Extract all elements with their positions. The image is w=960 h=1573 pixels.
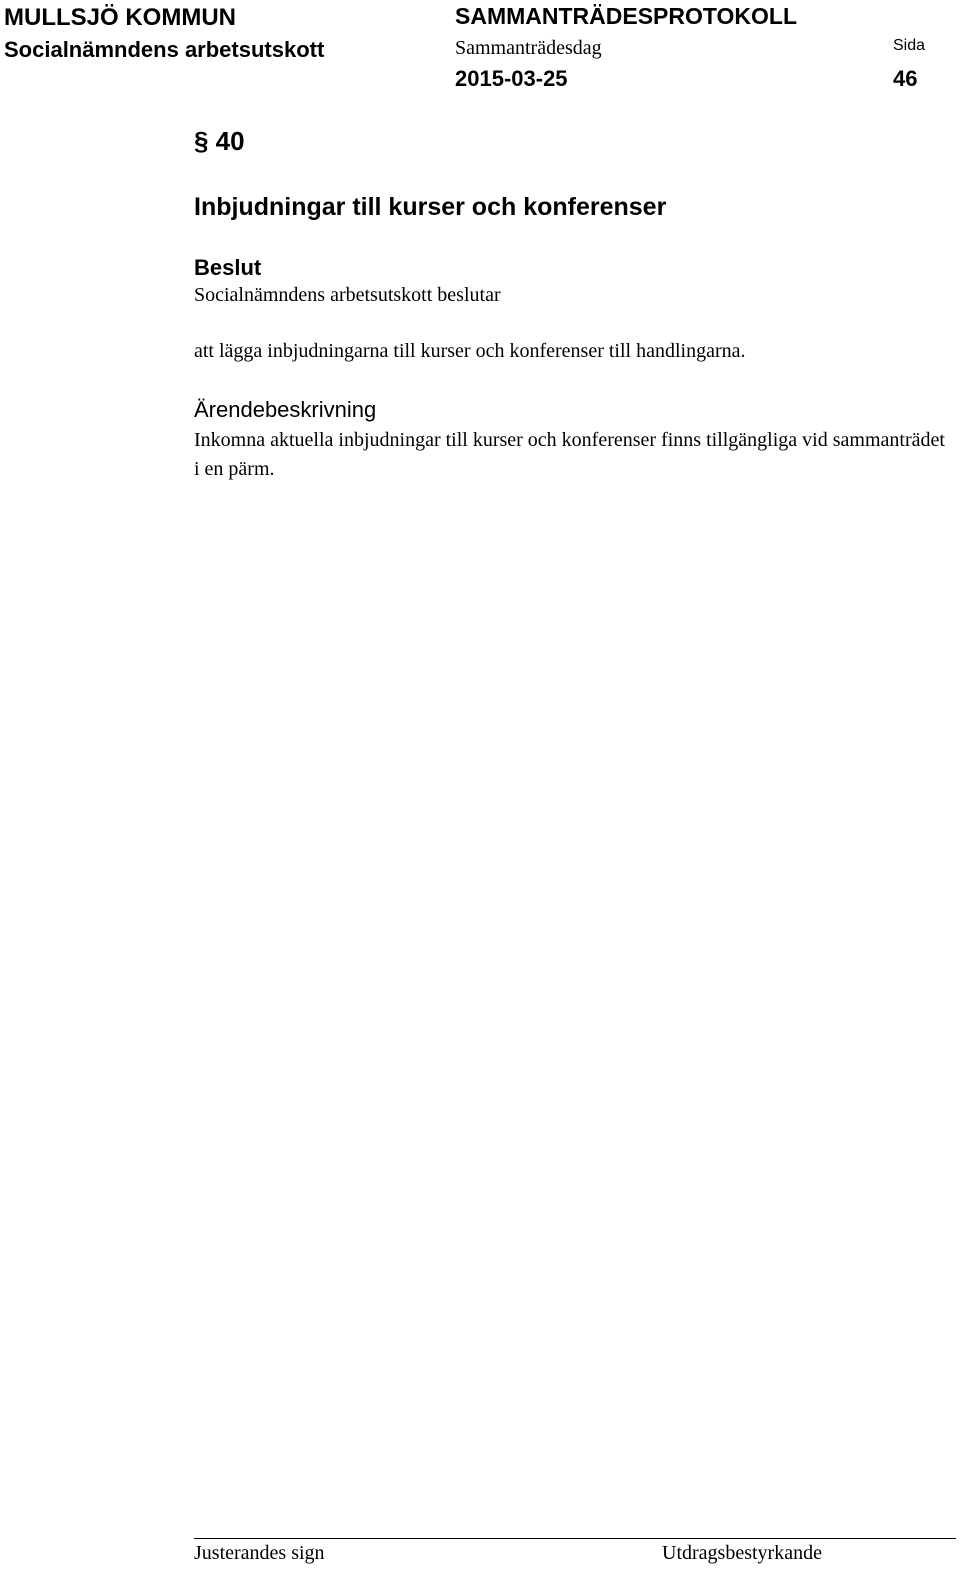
description-text: Inkomna aktuella inbjudningar till kurser och konferenser finns tillgängliga vid sammanträdet i en pärm. — [194, 429, 945, 480]
footer-certification-label: Utdragsbestyrkande — [662, 1542, 822, 1564]
document-type: SAMMANTRÄDESPROTOKOLL — [455, 3, 798, 29]
meeting-date: 2015-03-25 — [455, 66, 568, 91]
page-label: Sida — [893, 37, 926, 54]
decision-heading: Beslut — [194, 255, 262, 280]
footer-divider — [194, 1538, 956, 1539]
footer-signature-label: Justerandes sign — [194, 1542, 325, 1564]
description-heading: Ärendebeskrivning — [194, 397, 377, 422]
decision-intro: Socialnämndens arbetsutskott beslutar — [194, 284, 501, 306]
section-number: § 40 — [194, 126, 245, 156]
section-title: Inbjudningar till kurser och konferenser — [194, 193, 667, 221]
page-number: 46 — [893, 66, 918, 91]
decision-text: att lägga inbjudningarna till kurser och konferenser till handlingarna. — [194, 340, 746, 362]
meeting-date-label: Sammanträdesdag — [455, 37, 602, 59]
organization-name: MULLSJÖ KOMMUN — [4, 4, 236, 31]
committee-name: Socialnämndens arbetsutskott — [4, 37, 325, 62]
